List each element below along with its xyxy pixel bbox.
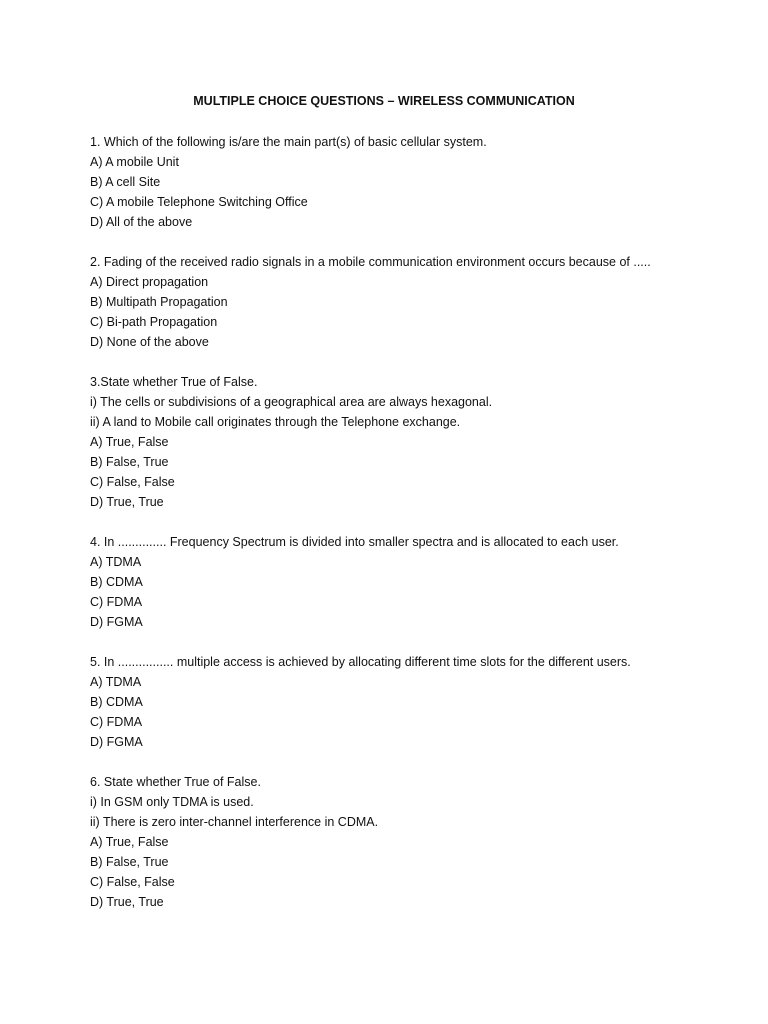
question-6-text: 6. State whether True of False. (90, 775, 261, 789)
question-3-option-b: B) False, True (90, 455, 169, 469)
question-2-option-c: C) Bi-path Propagation (90, 315, 218, 329)
question-6-option-a: A) True, False (90, 835, 169, 849)
question-4-option-d: D) FGMA (90, 615, 143, 629)
question-3-option-d: D) True, True (90, 495, 164, 509)
question-5-option-c: C) FDMA (90, 715, 143, 729)
question-5 (90, 652, 750, 752)
question-list (90, 132, 750, 932)
question-1-option-c: C) A mobile Telephone Switching Office (90, 195, 308, 209)
question-4 (90, 532, 750, 632)
question-4-option-c: C) FDMA (90, 595, 143, 609)
question-3-statement-ii: ii) A land to Mobile call originates through the Telephone exchange. (90, 415, 461, 429)
question-5-option-a: A) TDMA (90, 675, 142, 689)
question-2-text: 2. Fading of the received radio signals in a mobile communication environment occurs because of ..... (90, 255, 651, 269)
question-1 (90, 132, 750, 232)
question-4-text: 4. In .............. Frequency Spectrum is divided into smaller spectra and is allocated to each user. (90, 535, 619, 549)
question-2-option-b: B) Multipath Propagation (90, 295, 228, 309)
question-6-statement-i: i) In GSM only TDMA is used. (90, 795, 254, 809)
question-2-option-a: A) Direct propagation (90, 275, 209, 289)
question-1-option-a: A) A mobile Unit (90, 155, 179, 169)
question-6-option-d: D) True, True (90, 895, 164, 909)
question-6-option-b: B) False, True (90, 855, 169, 869)
question-3-text: 3.State whether True of False. (90, 375, 258, 389)
question-6-statement-ii: ii) There is zero inter-channel interference in CDMA. (90, 815, 379, 829)
question-4-option-b: B) CDMA (90, 575, 143, 589)
question-2 (90, 252, 750, 352)
question-1-text: 1. Which of the following is/are the main part(s) of basic cellular system. (90, 135, 487, 149)
question-6 (90, 772, 750, 912)
question-1-option-b: B) A cell Site (90, 175, 161, 189)
document-title: MULTIPLE CHOICE QUESTIONS – WIRELESS COMMUNICATION (193, 94, 575, 108)
question-3-option-a: A) True, False (90, 435, 169, 449)
question-1-option-d: D) All of the above (90, 215, 193, 229)
question-4-option-a: A) TDMA (90, 555, 142, 569)
question-5-option-d: D) FGMA (90, 735, 143, 749)
question-2-option-d: D) None of the above (90, 335, 209, 349)
question-3-statement-i: i) The cells or subdivisions of a geographical area are always hexagonal. (90, 395, 493, 409)
question-5-text: 5. In ................ multiple access is achieved by allocating different time slots for the different users. (90, 655, 631, 669)
question-3-option-c: C) False, False (90, 475, 175, 489)
question-5-option-b: B) CDMA (90, 695, 143, 709)
question-3 (90, 372, 750, 512)
question-6-option-c: C) False, False (90, 875, 175, 889)
